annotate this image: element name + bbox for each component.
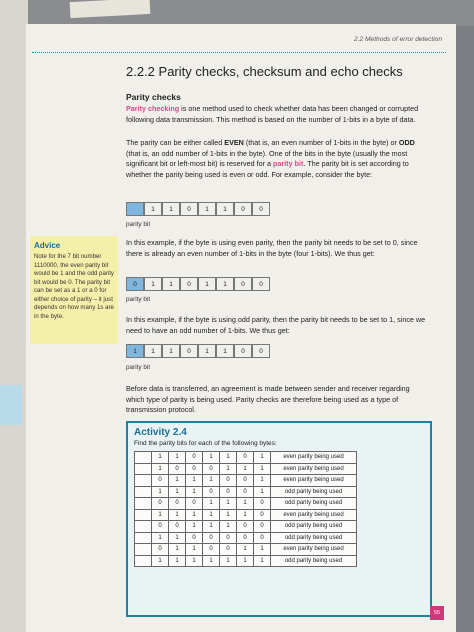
bit-cell: 1: [186, 555, 203, 567]
bit-cell: 0: [237, 532, 254, 544]
parity-type-label: odd parity being used: [271, 555, 357, 567]
bit-cell: 1: [203, 555, 220, 567]
bit-cell: 0: [186, 498, 203, 510]
activity-row: [135, 521, 357, 533]
bit-cell: 0: [234, 202, 252, 216]
bit-cell: 1: [152, 509, 169, 521]
bit-cell: 1: [169, 486, 186, 498]
bit-cell: 1: [169, 475, 186, 487]
bit-cell: 0: [254, 521, 271, 533]
bit-cell: 1: [254, 452, 271, 464]
activity-table: [134, 451, 357, 567]
bit-cell: 0: [203, 463, 220, 475]
bit-cell: 0: [237, 475, 254, 487]
subheading: Parity checks: [126, 92, 181, 102]
keyword-parity-bit: parity bit: [273, 159, 304, 168]
bit-cell: 0: [220, 486, 237, 498]
bit-cell: 1: [237, 463, 254, 475]
bit-cell: 1: [186, 509, 203, 521]
bit-cell: 1: [144, 344, 162, 358]
bit-cell: 1: [220, 463, 237, 475]
bit-cell: 1: [203, 475, 220, 487]
parity-type-label: even parity being used: [271, 509, 357, 521]
parity-answer-cell[interactable]: [135, 475, 152, 487]
bit-cell: 1: [186, 486, 203, 498]
activity-row: [135, 452, 357, 464]
page-title: 2.2.2 Parity checks, checksum and echo checks: [126, 64, 403, 79]
paragraph-5: Before data is transferred, an agreement is made between sender and receiver regarding which type of parity is being used. Parity checks are therefore being used as a type of transmission protocol.: [126, 384, 410, 414]
bit-cell: 0: [254, 532, 271, 544]
bit-cell: 1: [162, 202, 180, 216]
bit-cell: 0: [252, 277, 270, 291]
bit-cell: 1: [144, 202, 162, 216]
parity-answer-cell[interactable]: [135, 521, 152, 533]
bit-cell: 1: [162, 344, 180, 358]
bit-cell: 0: [169, 521, 186, 533]
bit-cell: 0: [180, 344, 198, 358]
paragraph-2: The parity can be either called EVEN (that is, an even number of 1-bits in the byte) or ODD (that is, an odd number of 1-bits in the byte). One of the bits in the byte (usually the most significant bit or left-most bit) is reserved for a parity bit. The parity bit is set according to whether the parity being used is even or odd. For example, consider the byte:: [126, 138, 415, 179]
bit-cell: 1: [237, 544, 254, 556]
bit-cell: 1: [220, 498, 237, 510]
activity-row: [135, 532, 357, 544]
bit-cell: 0: [203, 486, 220, 498]
parity-type-label: odd parity being used: [271, 521, 357, 533]
bit-cell: 0: [252, 202, 270, 216]
bit-cell: 1: [220, 509, 237, 521]
parity-answer-cell[interactable]: [135, 452, 152, 464]
bit-cell: 0: [237, 521, 254, 533]
parity-answer-cell[interactable]: [135, 463, 152, 475]
bit-cell: 0: [169, 463, 186, 475]
bit-cell: 1: [220, 452, 237, 464]
bit-cell: 1: [216, 344, 234, 358]
bit-cell: 1: [203, 509, 220, 521]
bit-cell: 1: [152, 555, 169, 567]
parity-answer-cell[interactable]: [135, 486, 152, 498]
bit-cell: 0: [203, 532, 220, 544]
bit-cell: 1: [198, 202, 216, 216]
parity-bit-label-3: parity bit: [126, 364, 151, 371]
parity-cell: 0: [126, 277, 144, 291]
bit-cell: 1: [152, 532, 169, 544]
activity-row: [135, 544, 357, 556]
bit-cell: 0: [180, 277, 198, 291]
parity-type-label: odd parity being used: [271, 498, 357, 510]
textbook-page: [26, 24, 456, 632]
activity-row: [135, 555, 357, 567]
bit-cell: 0: [152, 544, 169, 556]
bit-cell: 0: [237, 486, 254, 498]
bit-cell: 1: [216, 277, 234, 291]
parity-type-label: odd parity being used: [271, 532, 357, 544]
bit-cell: 1: [169, 532, 186, 544]
bit-cell: 1: [198, 344, 216, 358]
bit-cell: 0: [169, 498, 186, 510]
parity-cell: [126, 202, 144, 216]
activity-title: Activity 2.4: [134, 427, 187, 438]
bit-cell: 1: [220, 521, 237, 533]
advice-text: Note for the 7 bit number 1110000, the even parity bit would be 1 and the odd parity bit would be 0. The parity bit can be set as a 1 or a 0 for either choice of parity – it just depends on how many 1s are in the byte.: [34, 253, 114, 320]
bit-cell: 1: [152, 463, 169, 475]
advice-title: Advice: [34, 241, 61, 250]
bit-cell: 1: [237, 555, 254, 567]
parity-answer-cell[interactable]: [135, 509, 152, 521]
bit-cell: 1: [169, 544, 186, 556]
activity-box: [126, 421, 432, 617]
bit-cell: 0: [186, 532, 203, 544]
bit-cell: 0: [234, 344, 252, 358]
parity-type-label: even parity being used: [271, 452, 357, 464]
section-header: 2.2 Methods of error detection: [354, 36, 442, 43]
bit-cell: 1: [198, 277, 216, 291]
parity-bit-label-2: parity bit: [126, 296, 151, 303]
activity-row: [135, 509, 357, 521]
bit-cell: 1: [254, 463, 271, 475]
bit-cell: 0: [220, 544, 237, 556]
bit-cell: 0: [152, 498, 169, 510]
bit-cell: 1: [169, 555, 186, 567]
parity-type-label: even parity being used: [271, 475, 357, 487]
bit-cell: 1: [144, 277, 162, 291]
bit-cell: 1: [216, 202, 234, 216]
byte-example-1: [126, 202, 270, 216]
paragraph-4: In this example, if the byte is using odd parity, then the parity bit needs to be set to 1, since we need to have an odd number of 1-bits. We thus get:: [126, 315, 426, 335]
bit-cell: 1: [169, 509, 186, 521]
activity-row: [135, 498, 357, 510]
bit-cell: 0: [237, 452, 254, 464]
bit-cell: 1: [203, 521, 220, 533]
bit-cell: 0: [254, 498, 271, 510]
bit-cell: 0: [186, 463, 203, 475]
bit-cell: 0: [254, 509, 271, 521]
parity-answer-cell[interactable]: [135, 544, 152, 556]
bit-cell: 1: [254, 544, 271, 556]
bit-cell: 1: [152, 452, 169, 464]
parity-answer-cell[interactable]: [135, 532, 152, 544]
bit-cell: 1: [254, 475, 271, 487]
advice-box: [30, 236, 118, 344]
bit-cell: 1: [220, 555, 237, 567]
bit-cell: 1: [237, 509, 254, 521]
paragraph-3: In this example, if the byte is using even parity, then the parity bit needs to be set to 0, since there is already an even number of 1-bits in the byte (four 1-bits). We thus get:: [126, 238, 418, 258]
bit-cell: 1: [203, 452, 220, 464]
bit-cell: 0: [152, 521, 169, 533]
bit-cell: 1: [254, 555, 271, 567]
bit-cell: 0: [186, 452, 203, 464]
page-number: 55: [430, 606, 444, 620]
keyword-parity-checking: Parity checking: [126, 104, 180, 113]
bit-cell: 0: [220, 475, 237, 487]
parity-answer-cell[interactable]: [135, 498, 152, 510]
bit-cell: 1: [162, 277, 180, 291]
bit-cell: 0: [220, 532, 237, 544]
parity-type-label: even parity being used: [271, 544, 357, 556]
bit-cell: 0: [252, 344, 270, 358]
bit-cell: 1: [203, 498, 220, 510]
activity-row: [135, 463, 357, 475]
bit-cell: 1: [186, 544, 203, 556]
parity-answer-cell[interactable]: [135, 555, 152, 567]
previous-page-edge: [0, 0, 28, 632]
bit-cell: 1: [186, 521, 203, 533]
bit-cell: 0: [203, 544, 220, 556]
activity-instruction: Find the parity bits for each of the following bytes:: [134, 440, 277, 447]
activity-row: [135, 475, 357, 487]
bit-cell: 0: [180, 202, 198, 216]
previous-page-blue-panel: [0, 385, 22, 425]
byte-example-3: [126, 344, 270, 358]
bit-cell: 1: [186, 475, 203, 487]
bit-cell: 1: [169, 452, 186, 464]
bit-cell: 0: [234, 277, 252, 291]
header-divider: [32, 52, 446, 53]
parity-type-label: odd parity being used: [271, 486, 357, 498]
bit-cell: 1: [237, 498, 254, 510]
bit-cell: 1: [152, 486, 169, 498]
bit-cell: 1: [254, 486, 271, 498]
parity-cell: 1: [126, 344, 144, 358]
parity-type-label: even parity being used: [271, 463, 357, 475]
parity-bit-label-1: parity bit: [126, 221, 151, 228]
activity-row: [135, 486, 357, 498]
byte-example-2: [126, 277, 270, 291]
paragraph-1: Parity checking is one method used to check whether data has been changed or corrupted following data transmission. This method is based on the number of 1-bits in a byte of data.: [126, 104, 419, 124]
bit-cell: 0: [152, 475, 169, 487]
